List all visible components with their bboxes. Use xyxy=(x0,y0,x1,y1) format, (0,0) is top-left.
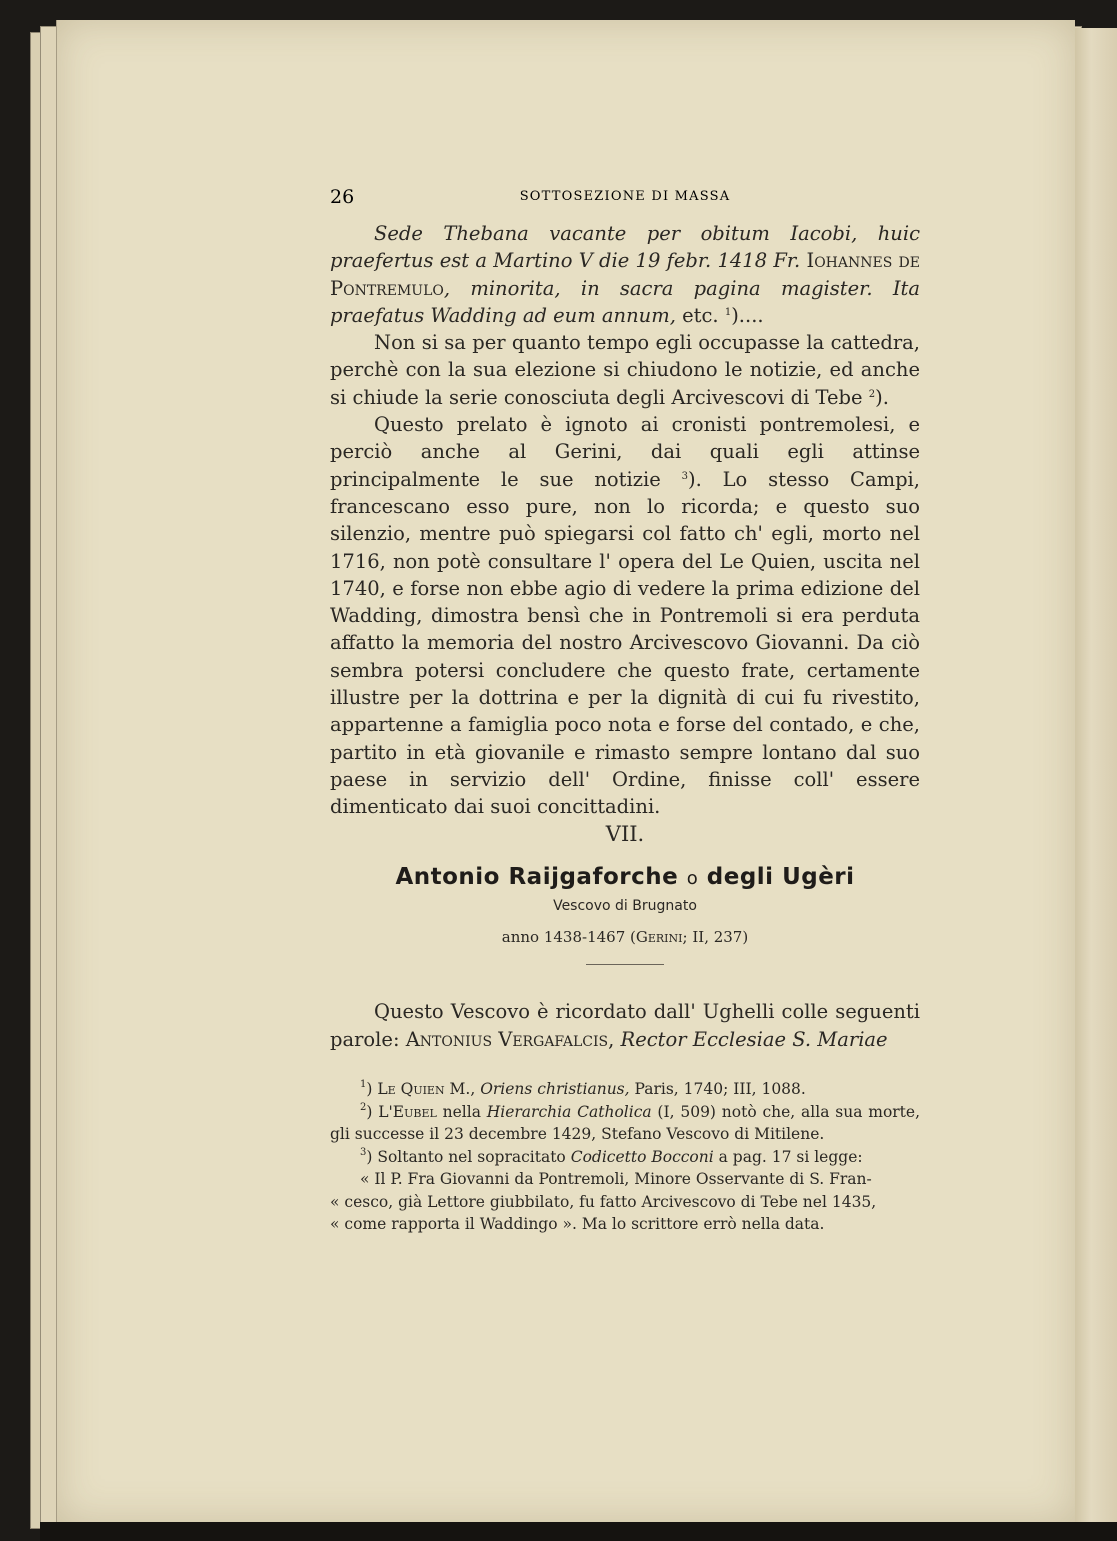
running-title: SOTTOSEZIONE DI MASSA xyxy=(519,189,731,204)
title-part: o xyxy=(686,868,699,889)
text-run: ) L' xyxy=(366,1102,393,1121)
footnote-ref: 3 xyxy=(681,470,688,482)
source-name: Gerini xyxy=(635,928,683,946)
footnote xyxy=(330,1146,920,1169)
text-run: Sede Thebana vacante per obitum Iacobi, huic praefertus est a Martino V die 19 febr. 1418 Fr. xyxy=(330,222,920,273)
section-number: VII. xyxy=(605,822,645,846)
page-header xyxy=(330,186,920,206)
text-run: ).... xyxy=(731,303,764,327)
paragraph xyxy=(330,998,920,1054)
paragraph xyxy=(330,411,920,820)
text-run: ) Soltanto nel sopracitato xyxy=(366,1147,571,1166)
text-run: , minorita, in sacra pagina magister. Ita praefatus Wadding ad eum annum, xyxy=(330,276,920,327)
work-title: Hierarchia Catholica xyxy=(486,1102,652,1121)
work-title: Oriens christianus, xyxy=(480,1080,630,1098)
section-subtitle: Vescovo di Brugnato xyxy=(553,898,697,914)
footnote-ref: 1 xyxy=(724,306,732,318)
text-run: nella xyxy=(436,1102,487,1121)
author-name: Eubel xyxy=(392,1102,437,1121)
footnote-mark: 3 xyxy=(360,1146,367,1158)
author-name: Antonius Vergafalcis xyxy=(405,1028,609,1051)
text-run: (I, 509) notò che, alla sua morte, gli successe il 23 decembre 1429, Stefano Vescovo di Mitilene. xyxy=(330,1102,921,1143)
text-run: M., xyxy=(444,1080,481,1098)
text-run: ). Lo stesso Campi, francescano esso pure, non lo ricorda; e questo suo silenzio, mentre può spiegarsi col fatto ch' egli, morto nel 1716, non potè consultare l' opera del Le Quien, uscita nel 1740, e forse non ebbe agio di vedere la prima edizione del Wadding, dimostra bensì che in Pontremoli si era perduta affatto la memoria del nostro Arcivescovo Giovanni. Da ciò sembra potersi concludere che questo frate, certamente illustre per la dottrina e per la dignità di cui fu rivestito, appartenne a famiglia poco nota e forse del contado, e che, partito in età giovanile e rimasto sempre lontano dal suo paese in servizio dell' Ordine, finisse coll' essere dimenticato dai suoi concittadini. xyxy=(330,467,920,819)
footnote-quote-line: « come rapporta il Waddingo ». Ma lo scrittore errò nella data. xyxy=(330,1215,825,1233)
text-run: etc. xyxy=(682,303,719,327)
footnote-quote-line: « cesco, già Lettore giubbilato, fu fatto Arcivescovo di Tebe nel 1435, xyxy=(330,1192,877,1211)
text-run: anno 1438-1467 ( xyxy=(501,928,636,946)
footnote: $^1$) Le Quien M., Oriens christianus, Paris, 1740; III, 1088. xyxy=(360,1079,806,1098)
footnote-mark: 1 xyxy=(360,1079,367,1090)
text-run: , xyxy=(608,1028,621,1051)
text-run: a pag. 17 si legge: xyxy=(713,1147,863,1166)
text-run: Non si sa per quanto tempo egli occupasse la cattedra, perchè con la sua elezione si chiudono le notizie, ed anche si chiude la serie conosciuta degli Arcivescovi di Tebe xyxy=(330,331,920,409)
paragraph-latin-quote xyxy=(330,220,920,329)
footnote-ref: 2 xyxy=(868,388,876,400)
footnote xyxy=(330,1101,920,1146)
main-text-continued xyxy=(330,998,920,1054)
text-run: Paris, 1740; III, 1088. xyxy=(629,1080,806,1098)
footnotes xyxy=(330,1078,920,1236)
main-text xyxy=(330,220,920,821)
text-run: ; II, 237) xyxy=(682,928,749,946)
author-name: Le Quien xyxy=(377,1080,445,1098)
section-title xyxy=(330,864,920,890)
divider xyxy=(586,964,664,965)
paragraph xyxy=(330,329,920,411)
scan-background xyxy=(40,1522,1117,1541)
facing-page-edge xyxy=(1074,28,1117,1528)
text-run: ). xyxy=(875,385,889,409)
text-run: Questo prelato è ignoto ai cronisti pontremolesi, e perciò anche al Gerini, dai quali egli attinse principalmente le sue notizie xyxy=(330,413,920,491)
author-name: Iohannes de Pontremulo xyxy=(330,249,920,300)
title-part: degli Ugèri xyxy=(706,864,855,890)
footnote-quote-line: « Il P. Fra Giovanni da Pontremoli, Minore Osservante di S. Fran- xyxy=(360,1170,872,1188)
title-part: Antonio Raijgaforche xyxy=(395,864,679,890)
page-number: 26 xyxy=(330,186,355,208)
footnote-mark: 2 xyxy=(360,1101,367,1113)
work-title: Codicetto Bocconi xyxy=(570,1147,714,1166)
latin-phrase: Rector Ecclesiae S. Mariae xyxy=(620,1028,888,1051)
section-dates xyxy=(330,928,920,946)
text-run: Questo Vescovo è ricordato dall' Ughelli colle seguenti parole: xyxy=(330,1000,920,1051)
